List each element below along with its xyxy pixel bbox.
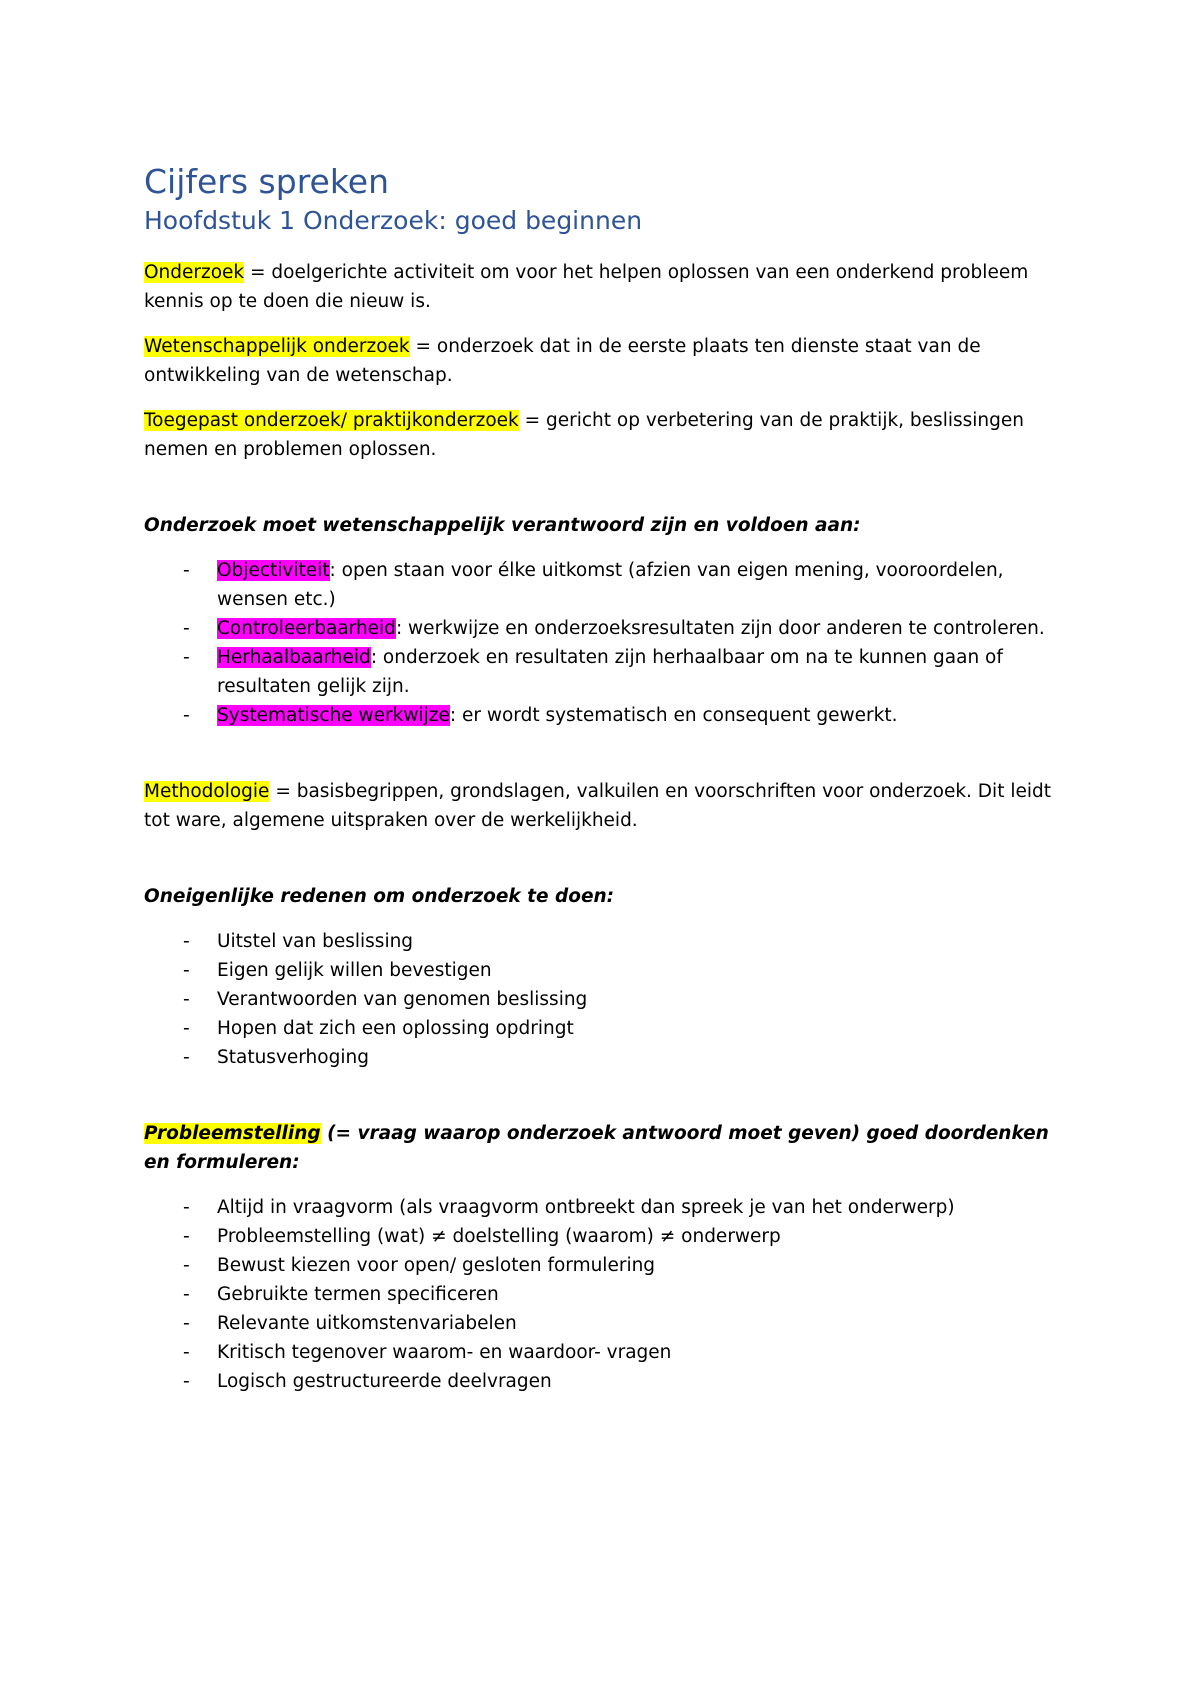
requirement-text: : onderzoek en resultaten zijn herhaalbaar om na te kunnen gaan of resultaten gelijk zijn. [217,647,1003,697]
definition-term: Toegepast onderzoek/ praktijkonderzoek [144,410,519,431]
list-item [144,956,1064,985]
list-item [144,1014,1064,1043]
requirements-heading: Onderzoek moet wetenschappelijk verantwoord zijn en voldoen aan: [144,515,861,536]
list-item [144,927,1064,956]
definition-methodologie [144,777,1064,835]
list-item [144,1043,1064,1072]
requirement-term: Herhaalbaarheid [217,647,371,668]
problem-statement-heading-text: (= vraag waarop onderzoek antwoord moet geven) goed doordenken en formuleren: [144,1123,1049,1173]
list-item [144,701,1064,730]
problem-statement-heading [144,1119,1064,1177]
problem-statement-term: Probleemstelling [144,1123,321,1144]
list-item [144,1338,1064,1367]
list-item [144,614,1064,643]
list-item [144,556,1064,614]
requirement-text: : er wordt systematisch en consequent gewerkt. [449,705,898,726]
list-item-text: Statusverhoging [217,1047,369,1068]
list-item-text: Eigen gelijk willen bevestigen [217,960,492,981]
dash-bullet: - [183,1197,190,1218]
dash-bullet: - [183,1284,190,1305]
list-item [144,1193,1064,1222]
list-item-text: Altijd in vraagvorm (als vraagvorm ontbreekt dan spreek je van het onderwerp) [217,1197,955,1218]
requirement-term: Controleerbaarheid [217,618,396,639]
definition-text: = onderzoek dat in de eerste plaats ten dienste staat van de ontwikkeling van de wetenschap. [144,336,981,386]
dash-bullet: - [183,931,190,952]
dash-bullet: - [183,989,190,1010]
dash-bullet: - [183,705,190,726]
dash-bullet: - [183,1226,190,1247]
list-item-text: Bewust kiezen voor open/ gesloten formulering [217,1255,656,1276]
requirement-text: : werkwijze en onderzoeksresultaten zijn door anderen te controleren. [395,618,1045,639]
list-item [144,985,1064,1014]
requirements-list [144,556,1064,730]
dash-bullet: - [183,1255,190,1276]
dash-bullet: - [183,647,190,668]
dash-bullet: - [183,618,190,639]
list-item [144,1280,1064,1309]
list-item-text: Logisch gestructureerde deelvragen [217,1371,552,1392]
definition-toegepast-onderzoek [144,406,1064,464]
chapter-heading: Hoofdstuk 1 Onderzoek: goed beginnen [144,206,643,235]
list-item-text: Uitstel van beslissing [217,931,414,952]
definition-wetenschappelijk-onderzoek [144,332,1064,390]
definition-term: Methodologie [144,781,270,802]
list-item-text: Relevante uitkomstenvariabelen [217,1313,517,1334]
dash-bullet: - [183,1047,190,1068]
dash-bullet: - [183,960,190,981]
requirement-text: : open staan voor élke uitkomst (afzien van eigen mening, vooroordelen, wensen etc.) [217,560,1004,610]
dash-bullet: - [183,1018,190,1039]
improper-reasons-list [144,927,1064,1072]
list-item [144,1309,1064,1338]
list-item-text: Gebruikte termen specificeren [217,1284,499,1305]
problem-statement-list [144,1193,1064,1396]
requirement-term: Objectiviteit [217,560,330,581]
list-item [144,1367,1064,1396]
definition-text: = doelgerichte activiteit om voor het helpen oplossen van een onderkend probleem kennis op te doen die nieuw is. [144,262,1029,312]
definition-onderzoek [144,258,1064,316]
list-item-text: Hopen dat zich een oplossing opdringt [217,1018,574,1039]
list-item-text: Verantwoorden van genomen beslissing [217,989,588,1010]
definition-text: = basisbegrippen, grondslagen, valkuilen en voorschriften voor onderzoek. Dit leidt tot ware, algemene uitspraken over de werkelijkheid. [144,781,1051,831]
dash-bullet: - [183,1313,190,1334]
definition-text: = gericht op verbetering van de praktijk, beslissingen nemen en problemen oplossen. [144,410,1024,460]
document-content [144,162,1064,1396]
list-item-text: Probleemstelling (wat) ≠ doelstelling (waarom) ≠ onderwerp [217,1226,781,1247]
dash-bullet: - [183,1342,190,1363]
improper-reasons-heading: Oneigenlijke redenen om onderzoek te doen: [144,886,615,907]
dash-bullet: - [183,560,190,581]
definition-term: Wetenschappelijk onderzoek [144,336,410,357]
dash-bullet: - [183,1371,190,1392]
list-item [144,643,1064,701]
definition-term: Onderzoek [144,262,245,283]
list-item [144,1251,1064,1280]
list-item-text: Kritisch tegenover waarom- en waardoor- vragen [217,1342,672,1363]
requirement-term: Systematische werkwijze [217,705,450,726]
document-title: Cijfers spreken [144,162,389,201]
list-item [144,1222,1064,1251]
